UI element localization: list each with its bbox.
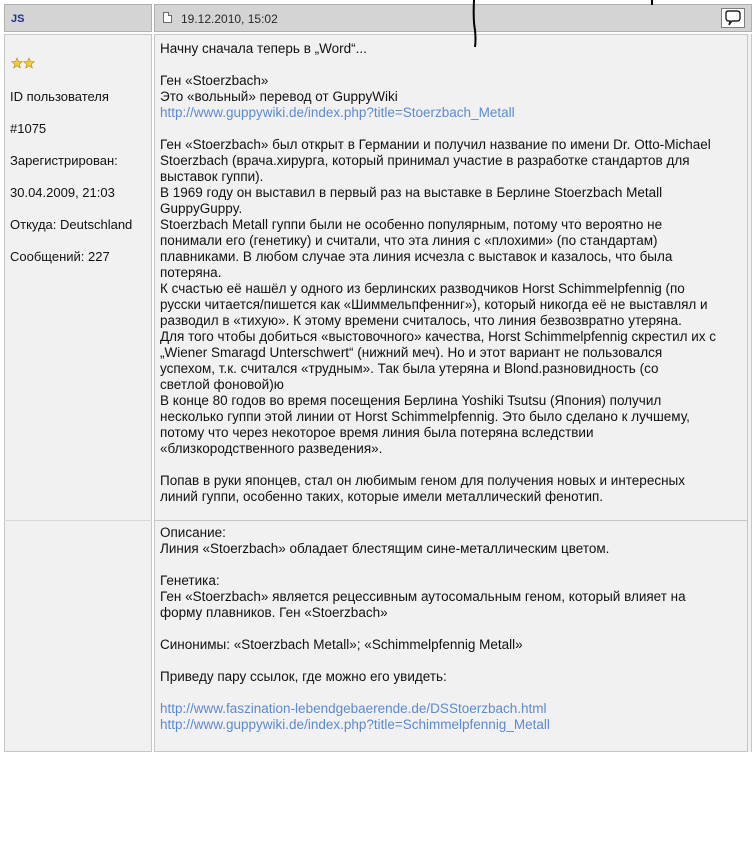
post-text: Начну сначала теперь в „Word“... bbox=[160, 41, 367, 56]
post-text: GuppyGuppy. bbox=[160, 201, 243, 216]
post-text: Stoerzbach Metall гуппи были не особенно популярным, потому что вероятно не bbox=[160, 217, 663, 232]
post-text: Stoerzbach (врача.хирурга, который принимал участие в разработке стандартов для bbox=[160, 153, 690, 168]
faszination-link[interactable]: http://www.faszination-lebendgebaerende.de/DSStoerzbach.html bbox=[160, 701, 547, 716]
post-text: успехом, т.к. считался «трудным». Так была утеряна и Blond.разновидность (со bbox=[160, 361, 659, 376]
post-text: разводил в «тихую». К этому времени считалось, что линия безвозвратно утеряна. bbox=[160, 313, 682, 328]
post-text: Для того чтобы добиться «выстовочного» качества, Horst Schimmelpfennig скрестил их с bbox=[160, 329, 717, 344]
post-text: К счастью её нашёл у одного из берлинских разводчиков Horst Schimmelpfennig (по bbox=[160, 281, 685, 296]
pen-stroke bbox=[468, 0, 482, 50]
post-text: Ген «Stoerzbach» bbox=[160, 73, 269, 88]
post-header bbox=[4, 4, 752, 32]
author-cell bbox=[4, 4, 152, 32]
description-label: Описание: bbox=[160, 525, 226, 540]
guppywiki-stoerzbach-link[interactable]: http://www.guppywiki.de/index.php?title=Stoerzbach_Metall bbox=[160, 105, 515, 120]
post-text: Ген «Stoerzbach» является рецессивным аутосомальным геном, который влияет на bbox=[160, 589, 686, 604]
post-text: линий гуппи, особенно таких, которые имели металлический фенотип. bbox=[160, 489, 604, 504]
user-post-count: Сообщений: 227 bbox=[10, 249, 110, 264]
guppywiki-schimmelpfennig-link[interactable]: http://www.guppywiki.de/index.php?title=Schimmelpfennig_Metall bbox=[160, 717, 550, 732]
post-text: В 1969 году он выставил в первый раз на выставке в Берлине Stoerzbach Metall bbox=[160, 185, 663, 200]
divider bbox=[4, 520, 152, 521]
post-text: несколько гуппи этой линии от Horst Schimmelpfennig. Это было сделано к лучшему, bbox=[160, 409, 690, 424]
user-id-value: #1075 bbox=[10, 121, 47, 136]
right-border bbox=[748, 34, 752, 752]
user-id-label: ID пользователя bbox=[10, 89, 109, 104]
post-text: форму плавников. Ген «Stoerzbach» bbox=[160, 605, 388, 620]
post-text: Попав в руки японцев, стал он любимым геном для получения новых и интересных bbox=[160, 473, 685, 488]
divider bbox=[154, 520, 748, 521]
post-text: „Wiener Smaragd Unterschwert“ (нижний меч). Но и этот вариант не пользовался bbox=[160, 345, 663, 360]
author-name[interactable]: JS bbox=[11, 13, 25, 25]
user-info-panel bbox=[4, 34, 152, 752]
genetics-label: Генетика: bbox=[160, 573, 220, 588]
post-text: потеряна. bbox=[160, 265, 222, 280]
user-details bbox=[10, 73, 132, 281]
post-text: Это «вольный» перевод от GuppyWiki bbox=[160, 89, 398, 104]
stars-icon bbox=[11, 57, 35, 69]
post-text: В конце 80 годов во время посещения Берлина Yoshiki Tsutsu (Япония) получил bbox=[160, 393, 662, 408]
post-content-part2 bbox=[160, 525, 744, 733]
post-date: 19.12.2010, 15:02 bbox=[181, 12, 278, 26]
user-location: Откуда: Deutschland bbox=[10, 217, 133, 232]
post-text: выставок гуппи). bbox=[160, 169, 264, 184]
post-text: русски читается/пишется как «Шиммельпфенниг»), который никогда её не выставлял и bbox=[160, 297, 708, 312]
registered-value: 30.04.2009, 21:03 bbox=[10, 185, 115, 200]
speech-bubble-icon[interactable] bbox=[721, 8, 745, 28]
post-text: понимали его (генетику) и считали, что эта линия с «плохими» (по стандартам) bbox=[160, 233, 658, 248]
post-text: плавниками. В любом случае эта линия исчезла с выставок и казалось, что была bbox=[160, 249, 673, 264]
pen-stroke bbox=[648, 0, 656, 8]
post-text: «близкородственного разведения». bbox=[160, 441, 383, 456]
synonyms-text: Синонимы: «Stoerzbach Metall»; «Schimmelpfennig Metall» bbox=[160, 637, 523, 652]
post-text: потому что через некоторое время линия была потеряна вследствии bbox=[160, 425, 594, 440]
post-text: Приведу пару ссылок, где можно его увидеть: bbox=[160, 669, 447, 684]
document-icon[interactable] bbox=[163, 12, 172, 23]
post-text: светлой фоновой)ю bbox=[160, 377, 284, 392]
post-text: Линия «Stoerzbach» обладает блестящим сине-металлическим цветом. bbox=[160, 541, 610, 556]
post-content-part1 bbox=[160, 41, 744, 505]
post-text: Ген «Stoerzbach» был открыт в Германии и получил название по имени Dr. Otto-Michael bbox=[160, 137, 711, 152]
post-meta-cell bbox=[154, 4, 752, 32]
registered-label: Зарегистрирован: bbox=[10, 153, 118, 168]
